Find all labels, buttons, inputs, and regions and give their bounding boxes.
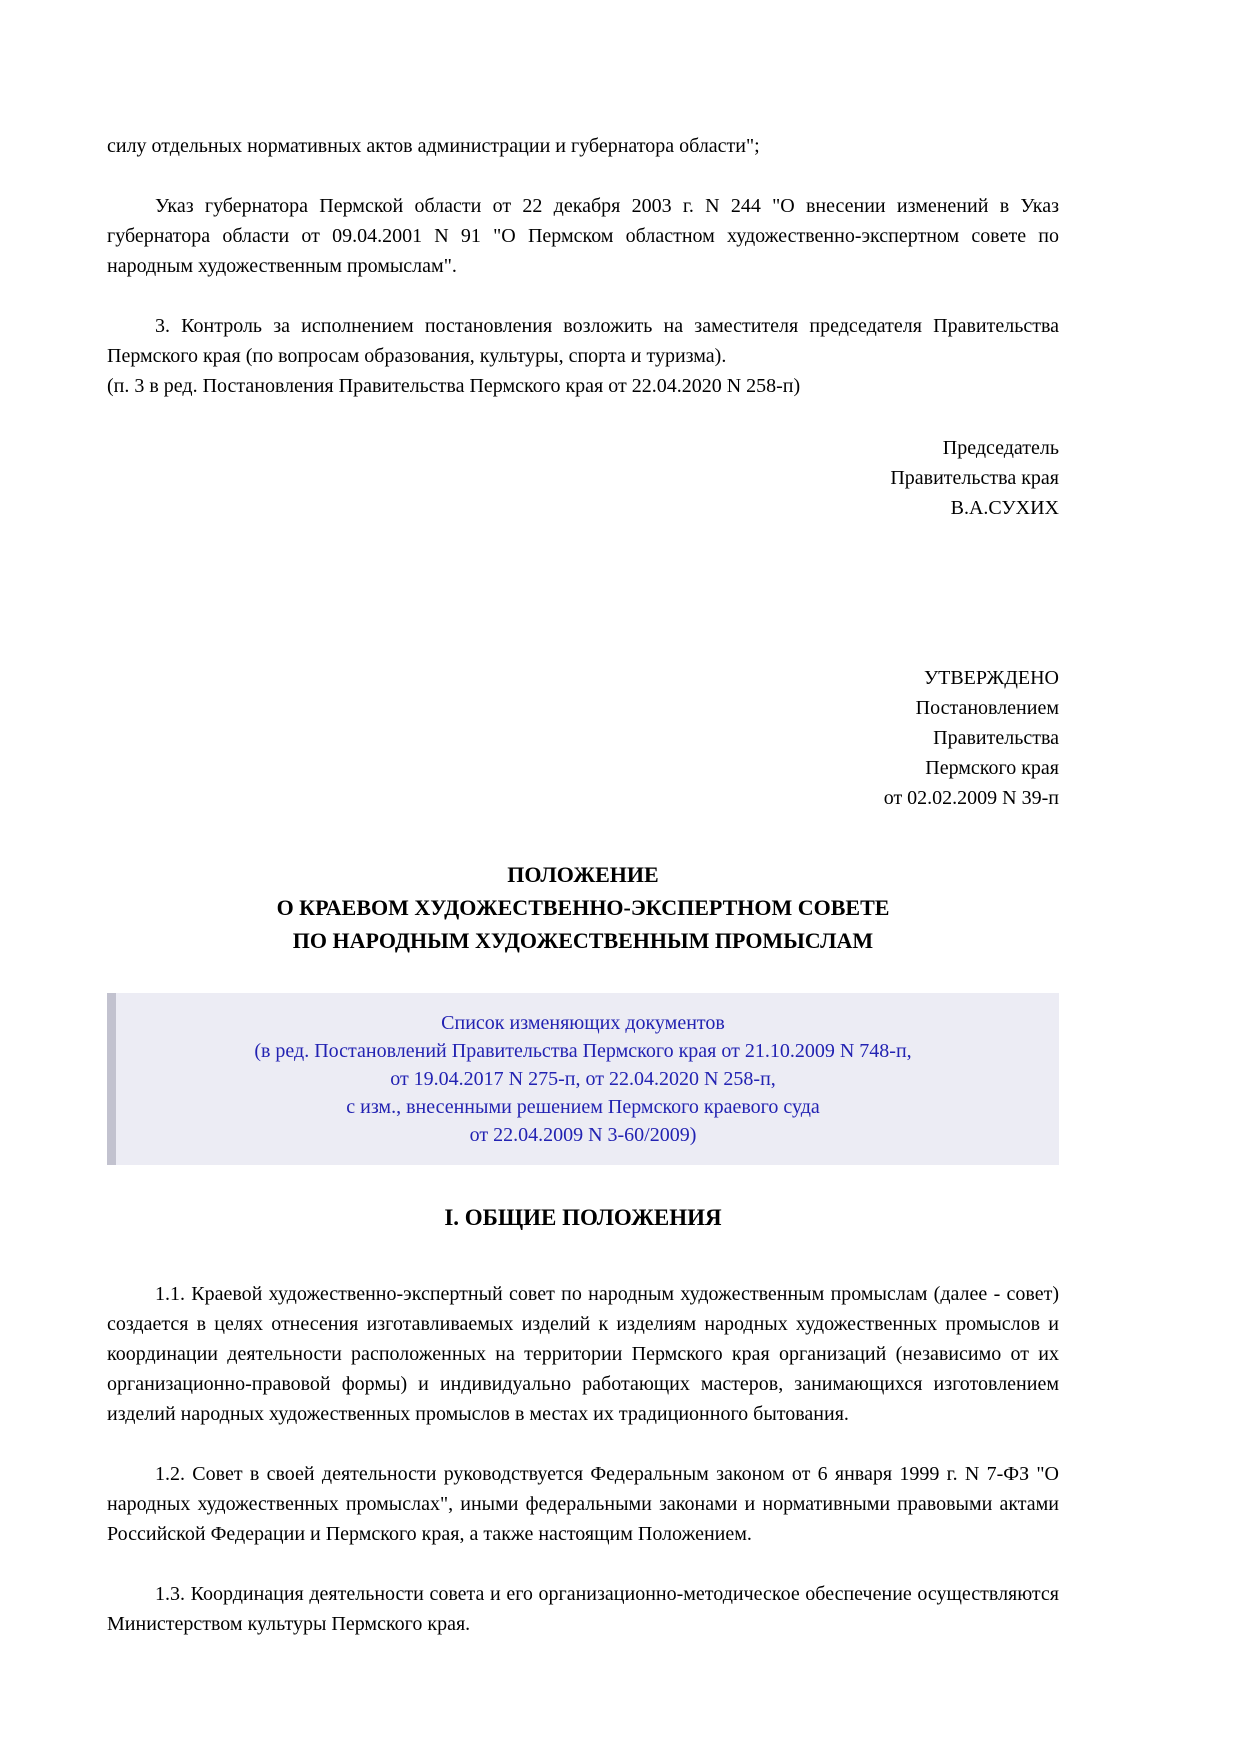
document-title [107,858,1059,957]
signature-line-name: В.А.СУХИХ [950,497,1059,519]
amendments-text [116,993,1059,1165]
amendments-line: от 19.04.2017 N 275-п, от 22.04.2020 N 258-п, [390,1068,776,1090]
approved-line: УТВЕРЖДЕНО [923,667,1059,689]
approved-line: Пермского края [925,757,1059,779]
paragraph-1-1: 1.1. Краевой художественно-экспертный совет по народным художественным промыслам (далее - совет) создается в целях отнесения изготавливаемых изделий к изделиям народных художественных промыслов и координации деятельности расположенных на территории Пермского края организаций (независимо от их организационно-правовой формы) и индивидуально работающих мастеров, занимающихся изготовлением изделий народных художественных промыслов в местах их традиционного бытования. [107,1283,1059,1425]
approved-block [107,663,1059,813]
paragraph-continuation: силу отдельных нормативных актов администрации и губернатора области"; [107,135,760,157]
paragraph-1-3: 1.3. Координация деятельности совета и его организационно-методическое обеспечение осуществляются Министерством культуры Пермского края. [107,1583,1059,1635]
section-1-heading: I. ОБЩИЕ ПОЛОЖЕНИЯ [444,1205,722,1230]
signature-line-org: Правительства края [890,467,1059,489]
amendments-line: от 22.04.2009 N 3-60/2009) [469,1124,697,1146]
amendments-line: Список изменяющих документов [441,1012,725,1034]
title-line: ПО НАРОДНЫМ ХУДОЖЕСТВЕННЫМ ПРОМЫСЛАМ [292,928,874,953]
approved-line: Постановлением [915,697,1059,719]
amendments-line: (в ред. Постановлений Правительства Пермского края от 21.10.2009 N 748-п, [254,1040,912,1062]
paragraph-1-2: 1.2. Совет в своей деятельности руководствуется Федеральным законом от 6 января 1999 г. N 7-ФЗ "О народных художественных промыслах", иными федеральными законами и нормативными правовыми актами Российской Федерации и Пермского края, а также настоящим Положением. [107,1463,1060,1545]
signature-line-title: Председатель [942,437,1059,459]
title-line: ПОЛОЖЕНИЕ [507,862,659,887]
paragraph-item-3: 3. Контроль за исполнением постановления возложить на заместителя председателя Правительства Пермского края (по вопросам образования, культуры, спорта и туризма). [107,315,1059,367]
approved-line: от 02.02.2009 N 39-п [883,787,1059,809]
title-line: О КРАЕВОМ ХУДОЖЕСТВЕННО-ЭКСПЕРТНОМ СОВЕТЕ [276,895,890,920]
paragraph-ukaz: Указ губернатора Пермской области от 22 декабря 2003 г. N 244 "О внесении изменений в Указ губернатора области от 09.04.2001 N 91 "О Пермском областном художественно-экспертном совете по народным художественным промыслам". [107,195,1059,277]
approved-line: Правительства [933,727,1059,749]
amendments-line: с изм., внесенными решением Пермского краевого суда [346,1096,820,1118]
signature-block [107,433,1059,523]
amendments-box [107,993,1059,1165]
amendments-left-edge [107,993,116,1165]
paragraph-item-3-note: (п. 3 в ред. Постановления Правительства Пермского края от 22.04.2020 N 258-п) [107,375,801,397]
